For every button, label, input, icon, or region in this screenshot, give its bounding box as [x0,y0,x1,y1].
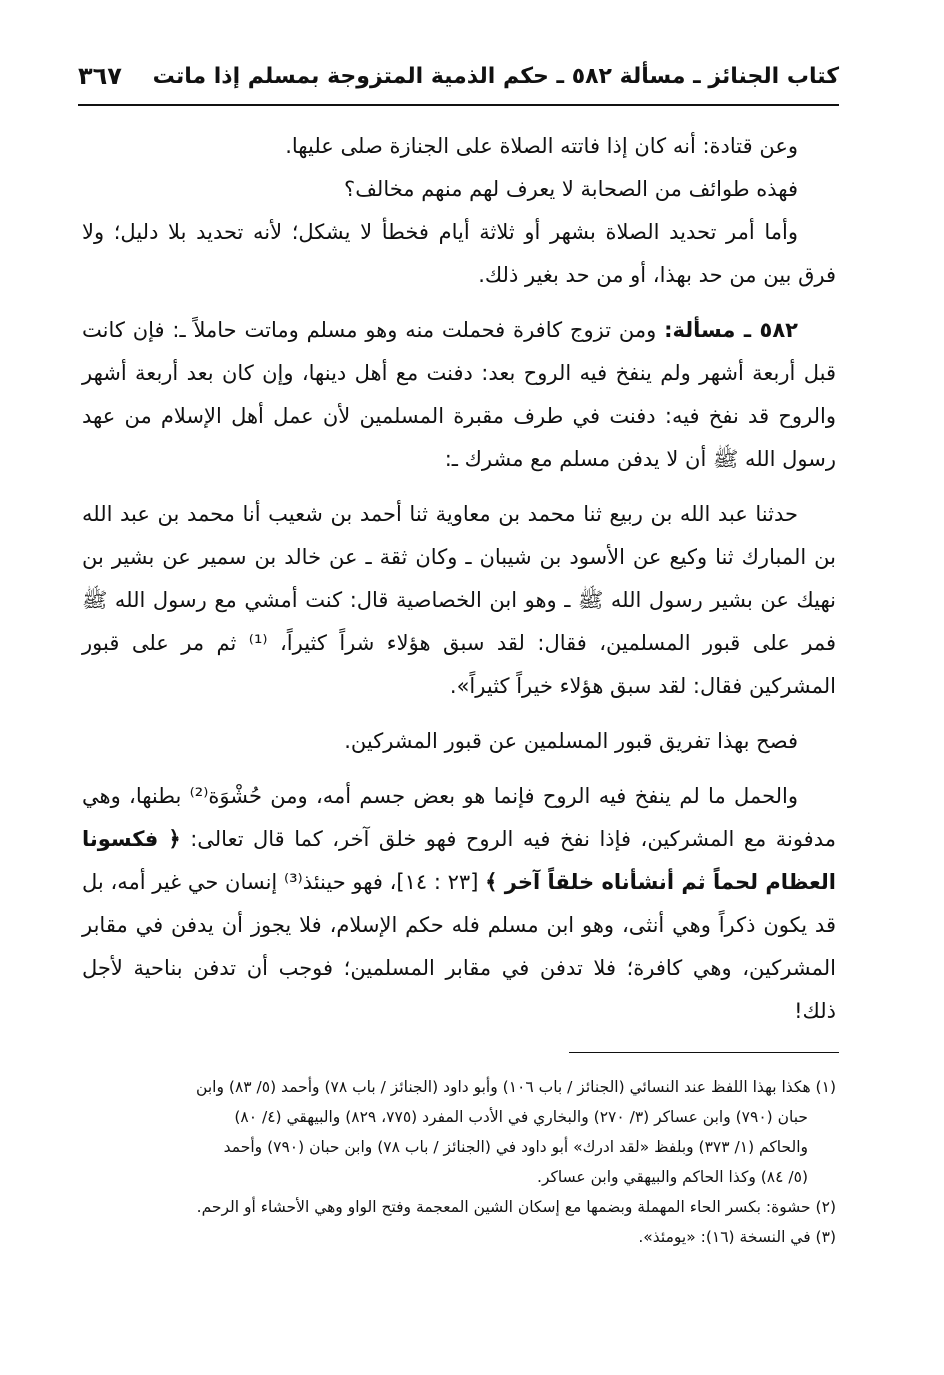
paragraph-conclusion: فصح بهذا تفريق قبور المسلمين عن قبور المشركين. [344,729,798,753]
fetus-text-a: والحمل ما لم ينفخ فيه الروح فإنما هو بعض جسم أمه، ومن حُشْوَة⁽²⁾ بطنها، وهي مدفونة مع المشركين، فإذا نفخ فيه الروح فهو خلق آخر، كما قال تعالى: [82,784,836,851]
footnote-1-line-4: (٥/ ٨٤) وكذا الحاكم والبيهقي وابن عساكر. [537,1168,808,1186]
main-text [82,125,836,1033]
running-header [78,50,839,102]
paragraph-qatada: وعن قتادة: أنه كان إذا فاتته الصلاة على الجنازة صلى عليها. [285,134,798,158]
footnote-divider [569,1052,839,1053]
paragraph-companions: فهذه طوائف من الصحابة لا يعرف لهم منهم مخالف؟ [344,177,798,201]
footnote-3: (٣) في النسخة (١٦): «يومئذ». [638,1228,836,1246]
paragraph-issue-582 [82,309,836,481]
fetus-text-b: [٢٣ : ١٤]، فهو حينئذ⁽³⁾ إنسان حي غير أمه، بل قد يكون ذكراً وهي أنثى، وهو ابن مسلم فله حكم الإسلام، فلا يجوز أن يدفن في مقابر المشركين، وهي كافرة؛ فلا تدفن في مقابر المسلمين؛ فوجب أن تدفن بناحية لأجل ذلك! [82,870,836,1023]
footnote-2: (٢) حشوة: بكسر الحاء المهملة وبضمها مع إسكان الشين المعجمة وفتح الواو وهي الأحشاء أو الرحم. [196,1198,836,1216]
footnote-1-line-3: والحاكم (١/ ٣٧٣) وبلفظ «لقد ادرك» أبو داود في (الجنائز / باب ٧٨) وابن حبان (٧٩٠) وأحمد [223,1138,808,1156]
issue-heading: ٥٨٢ ـ مسألة: [664,318,798,342]
footnote-1-line-2: حبان (٧٩٠) وابن عساكر (٣/ ٢٧٠) والبخاري في الأدب المفرد (٧٧٥، ٨٢٩) والبيهقي (٤/ ٨٠) [234,1108,808,1126]
paragraph-fetus [82,775,836,1033]
chapter-title: كتاب الجنائز ـ مسألة ٥٨٢ ـ حكم الذمية المتزوجة بمسلم إذا ماتت [152,63,839,89]
footnote-1-line-1: (١) هكذا بهذا اللفظ عند النسائي (الجنائز / باب ١٠٦) وأبو داود (الجنائز / باب ٧٨) وأحمد (٥/ ٨٣) وابن [196,1078,836,1096]
paragraph-hadith-chain: حدثنا عبد الله بن ربيع ثنا محمد بن معاوية ثنا أحمد بن شعيب أنا محمد بن عبد الله بن المبارك ثنا وكيع عن الأسود بن شيبان ـ وكان ثقة ـ عن خالد بن سمير عن بشير بن نهيك عن بشير رسول الله ﷺ ـ وهو ابن الخصاصية قال: كنت أمشي مع رسول الله ﷺ فمر على قبور المسلمين، فقال: لقد سبق هؤلاء شراً كثيراً، ⁽¹⁾ ثم مر على قبور المشركين فقال: لقد سبق هؤلاء خيراً كثيراً». [82,502,836,698]
quran-verse: ﴿ فكسونا العظام لحماً ثم أنشأناه خلقاً آخر ﴾ [82,827,836,894]
footnotes [82,1072,836,1252]
paragraph-time-limit: وأما أمر تحديد الصلاة بشهر أو ثلاثة أيام فخطأ لا يشكل؛ لأنه تحديد بلا دليل؛ ولا فرق بين من حد بهذا، أو من حد بغير ذلك. [82,220,836,287]
issue-text: ومن تزوج كافرة فحملت منه وهو مسلم وماتت حاملاً ـ: فإن كانت قبل أربعة أشهر ولم ينفخ فيه الروح بعد: دفنت مع أهل دينها، وإن كان بعد أربعة أشهر والروح قد نفخ فيه: دفنت في طرف مقبرة المسلمين لأن عمل أهل الإسلام من عهد رسول الله ﷺ أن لا يدفن مسلم مع مشرك ـ: [82,318,836,471]
page-number: ٣٦٧ [78,62,122,90]
header-divider [78,104,839,106]
